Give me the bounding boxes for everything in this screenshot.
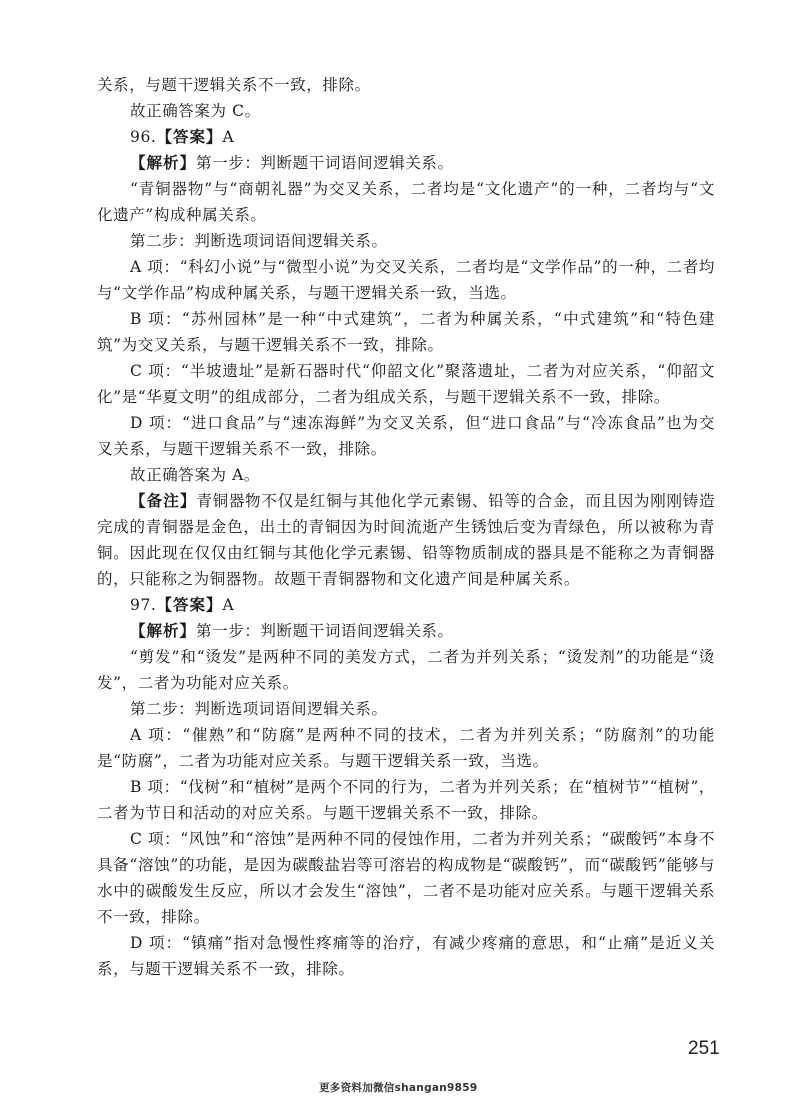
option-b-analysis bbox=[97, 774, 715, 826]
paragraph-text: C 项：“风蚀”和“溶蚀”是两种不同的侵蚀作用，二者为并列关系；“碳酸钙”本身不具备“溶蚀”的功能，是因为碳酸盐岩等可溶岩的构成物是“碳酸钙”，而“碳酸钙”能够与水中的碳酸发生反应，所以才会发生“溶蚀”，二者不是功能对应关系。与题干逻辑关系不一致，排除。 bbox=[97, 830, 715, 926]
paragraph-text: B 项：“苏州园林”是一种“中式建筑”，二者为种属关系，“中式建筑”和“特色建筑”为交叉关系，与题干逻辑关系不一致，排除。 bbox=[97, 310, 715, 354]
question-number: 97. bbox=[130, 596, 157, 614]
answer-value: A bbox=[222, 596, 235, 614]
paragraph bbox=[97, 228, 715, 254]
paragraph bbox=[97, 644, 715, 696]
footer-watermark: 更多资料加微信shangan9859 bbox=[319, 1082, 478, 1094]
option-d-analysis bbox=[97, 930, 715, 982]
paragraph-text: 第二步：判断选项词语间逻辑关系。 bbox=[130, 700, 388, 718]
answer-label: 【答案】 bbox=[156, 596, 223, 614]
paragraph-text: B 项：“伐树”和“植树”是两个不同的行为，二者为并列关系；在“植树节”“植树”，二者为节日和活动的对应关系。与题干逻辑关系不一致，排除。 bbox=[97, 778, 715, 822]
paragraph-text: “青铜器物”与“商朝礼器”为交叉关系，二者均是“文化遗产”的一种，二者均与“文化遗产”构成种属关系。 bbox=[97, 180, 715, 224]
paragraph-answer-conclusion bbox=[97, 462, 715, 488]
paragraph-text: A 项：“催熟”和“防腐”是两种不同的技术，二者为并列关系；“防腐剂”的功能是“防腐”，二者为功能对应关系。与题干逻辑关系一致，当选。 bbox=[97, 726, 715, 770]
paragraph-text: A 项：“科幻小说”与“微型小说”为交叉关系，二者均是“文学作品”的一种，二者均与“文学作品”构成种属关系，与题干逻辑关系一致，当选。 bbox=[97, 258, 715, 302]
option-b-analysis bbox=[97, 306, 715, 358]
paragraph-text: 第二步：判断选项词语间逻辑关系。 bbox=[130, 232, 388, 250]
paragraph-text: 关系，与题干逻辑关系不一致，排除。 bbox=[97, 76, 371, 94]
paragraph-text: “剪发”和“烫发”是两种不同的美发方式，二者为并列关系；“烫发剂”的功能是“烫发”，二者为功能对应关系。 bbox=[97, 648, 715, 692]
paragraph-text: 第一步：判断题干词语间逻辑关系。 bbox=[196, 154, 454, 172]
question-97-answer bbox=[97, 592, 715, 618]
paragraph bbox=[97, 176, 715, 228]
question-96-analysis bbox=[97, 150, 715, 176]
paragraph-text: 故正确答案为 A。 bbox=[130, 466, 261, 484]
paragraph-text: D 项：“镇痛”指对急慢性疼痛等的治疗，有减少疼痛的意思，和“止痛”是近义关系，与题干逻辑关系不一致，排除。 bbox=[97, 934, 715, 978]
answer-label: 【答案】 bbox=[156, 128, 223, 146]
option-c-analysis bbox=[97, 358, 715, 410]
option-d-analysis bbox=[97, 410, 715, 462]
analysis-label: 【解析】 bbox=[130, 154, 197, 172]
option-a-analysis bbox=[97, 722, 715, 774]
document-body bbox=[97, 72, 715, 982]
paragraph-text: D 项：“进口食品”与“速冻海鲜”为交叉关系，但“进口食品”与“冷冻食品”也为交叉关系，与题干逻辑关系不一致，排除。 bbox=[97, 414, 715, 458]
option-c-analysis bbox=[97, 826, 715, 930]
analysis-label: 【解析】 bbox=[130, 622, 197, 640]
question-96-answer bbox=[97, 124, 715, 150]
paragraph-continuation bbox=[97, 72, 715, 98]
paragraph-text: 故正确答案为 C。 bbox=[130, 102, 261, 120]
paragraph-text: C 项：“半坡遗址”是新石器时代“仰韶文化”聚落遗址，二者为对应关系，“仰韶文化”是“华夏文明”的组成部分，二者为组成关系，与题干逻辑关系不一致，排除。 bbox=[97, 362, 715, 406]
note-paragraph bbox=[97, 488, 715, 592]
question-number: 96. bbox=[130, 128, 157, 146]
paragraph bbox=[97, 696, 715, 722]
option-a-analysis bbox=[97, 254, 715, 306]
note-label: 【备注】 bbox=[130, 492, 197, 510]
page-number: 251 bbox=[688, 1038, 720, 1059]
paragraph-answer-conclusion bbox=[97, 98, 715, 124]
paragraph-text: 第一步：判断题干词语间逻辑关系。 bbox=[196, 622, 454, 640]
answer-value: A bbox=[222, 128, 235, 146]
question-97-analysis bbox=[97, 618, 715, 644]
paragraph-text: 青铜器物不仅是红铜与其他化学元素锡、铅等的合金，而且因为刚刚铸造完成的青铜器是金色，出土的青铜因为时间流逝产生锈蚀后变为青绿色，所以被称为青铜。因此现在仅仅由红铜与其他化学元素锡、铅等物质制成的器具是不能称之为青铜器的，只能称之为铜器物。故题干青铜器物和文化遗产间是种属关系。 bbox=[97, 492, 715, 588]
